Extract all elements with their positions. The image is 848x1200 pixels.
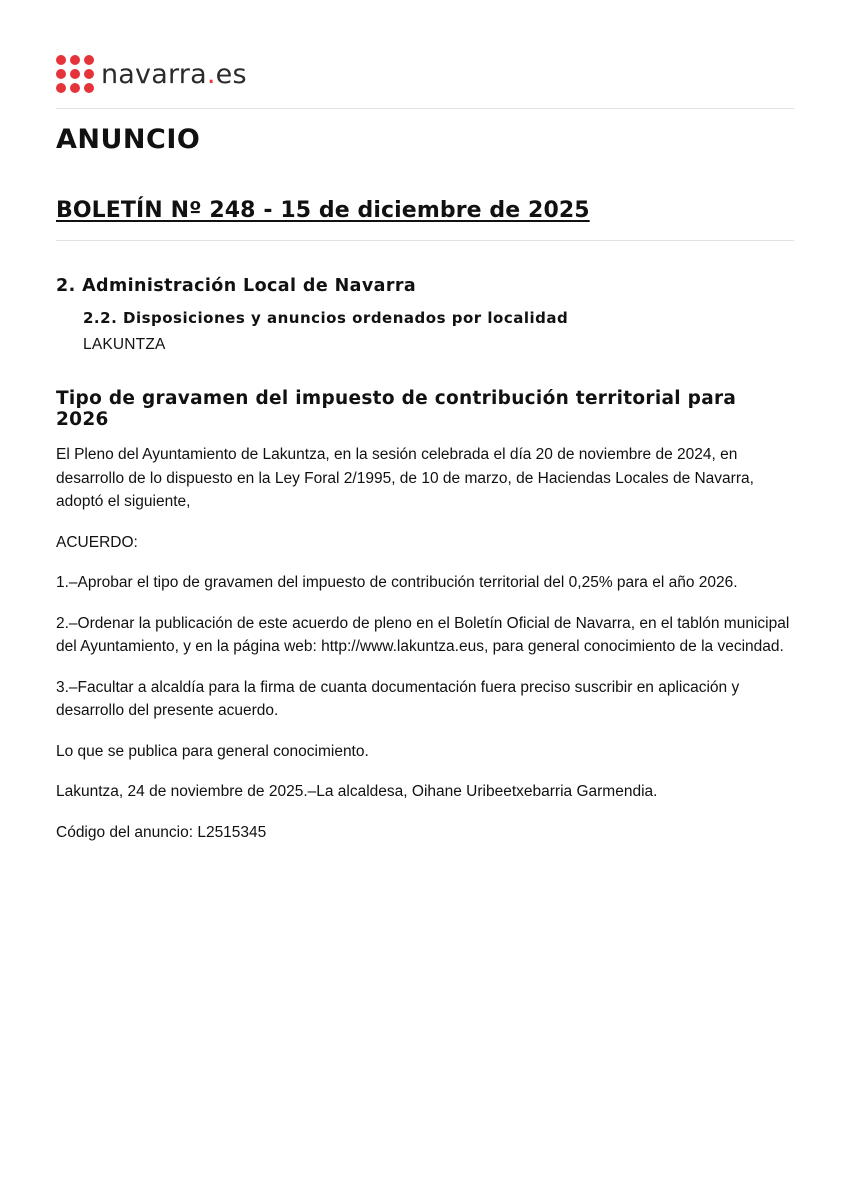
paragraph-item-1: 1.–Aprobar el tipo de gravamen del impuesto de contribución territorial del 0,25% para el año 2026.: [56, 574, 738, 591]
paragraph-intro: El Pleno del Ayuntamiento de Lakuntza, en la sesión celebrada el día 20 de noviembre de 2024, en desarrollo de lo dispuesto en la Ley Foral 2/1995, de 10 de marzo, de Haciendas Locales de Navarra, adoptó el siguiente,: [56, 446, 754, 510]
dot-grid-logo-icon: [56, 55, 94, 93]
bulletin-divider: [56, 240, 794, 241]
site-logo[interactable]: [101, 58, 247, 90]
paragraph-item-3: 3.–Facultar a alcaldía para la firma de cuanta documentación fuera preciso suscribir en aplicación y desarrollo del presente acuerdo.: [56, 678, 740, 719]
paragraph-publication: Lo que se publica para general conocimiento.: [56, 742, 369, 760]
logo-text-main: navarra: [101, 58, 207, 90]
announcement-title: Tipo de gravamen del impuesto de contribución territorial para 2026: [56, 388, 737, 430]
logo-text-tld: es: [215, 58, 247, 90]
site-header: [56, 54, 247, 94]
paragraph-item-2: 2.–Ordenar la publicación de este acuerdo de pleno en el Boletín Oficial de Navarra, en el tablón municipal del Ayuntamiento, y en la página web: http://www.lakuntza.eus, para general conocimiento de la vecindad.: [56, 614, 790, 655]
paragraph-acuerdo: ACUERDO:: [56, 533, 138, 551]
locality-label: LAKUNTZA: [83, 336, 166, 353]
logo-text-dot: .: [206, 58, 216, 90]
subsection-heading: 2.2. Disposiciones y anuncios ordenados por localidad: [83, 309, 569, 327]
announcement-body: [56, 443, 796, 861]
bulletin-link[interactable]: BOLETÍN Nº 248 - 15 de diciembre de 2025: [56, 198, 590, 223]
section-heading: 2. Administración Local de Navarra: [56, 276, 417, 296]
paragraph-code: Código del anuncio: L2515345: [56, 823, 267, 841]
page-title: ANUNCIO: [56, 124, 201, 155]
paragraph-signature: Lakuntza, 24 de noviembre de 2025.–La alcaldesa, Oihane Uribeetxebarria Garmendia.: [56, 783, 658, 800]
header-divider: [56, 108, 794, 109]
